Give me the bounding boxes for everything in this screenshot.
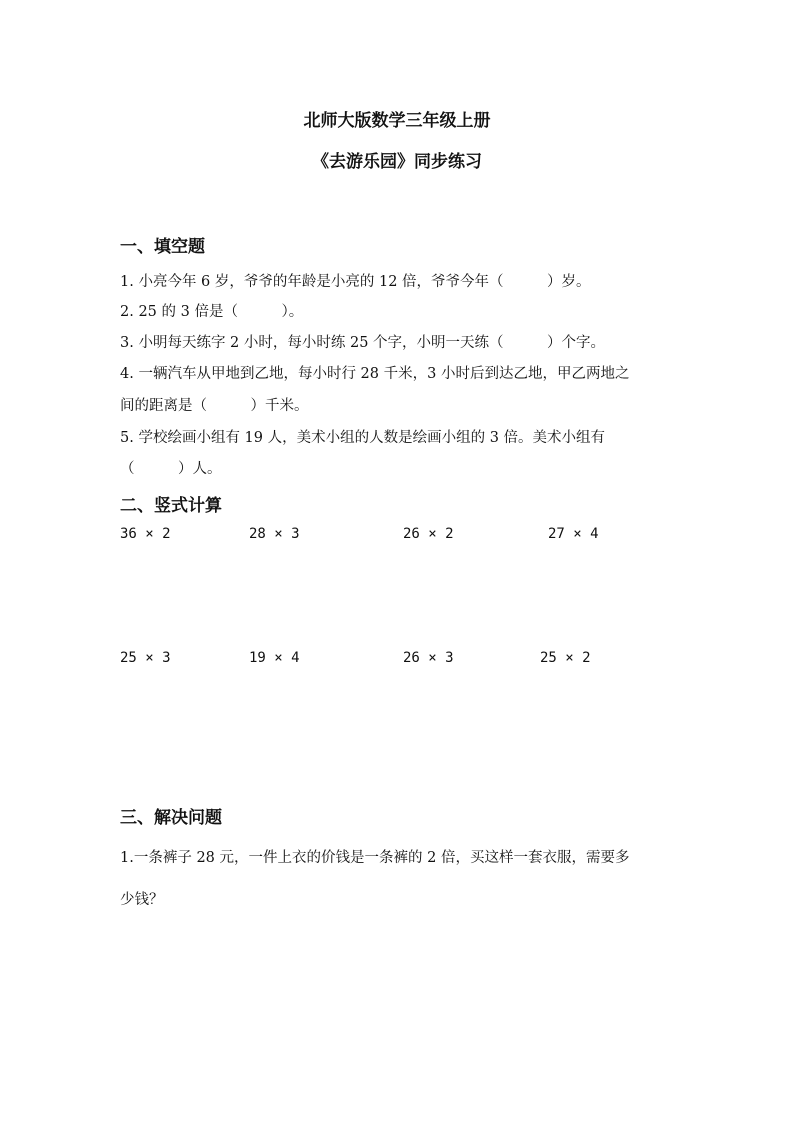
question-line: 2. 25 的 3 倍是（ ）。: [120, 304, 304, 320]
document-subtitle: 《去游乐园》同步练习: [312, 152, 482, 172]
question-line: 1. 小亮今年 6 岁，爷爷的年龄是小亮的 12 倍，爷爷今年（ ）岁。: [120, 274, 591, 290]
question-line: （ ）人。: [120, 461, 222, 477]
problem-line: 少钱？: [120, 892, 164, 908]
calc-problem: 26 × 2: [403, 526, 454, 542]
question-line: 5. 学校绘画小组有 19 人，美术小组的人数是绘画小组的 3 倍。美术小组有: [120, 430, 606, 446]
question-line: 3. 小明每天练字 2 小时，每小时练 25 个字，小明一天练（ ）个字。: [120, 335, 606, 351]
calc-problem: 26 × 3: [403, 650, 454, 666]
section-heading-vertical-calc: 二、竖式计算: [120, 496, 222, 516]
section-heading-word-problems: 三、解决问题: [120, 808, 222, 828]
calc-problem: 19 × 4: [249, 650, 300, 666]
question-line: 4. 一辆汽车从甲地到乙地，每小时行 28 千米，3 小时后到达乙地，甲乙两地之: [120, 366, 630, 382]
calc-problem: 36 × 2: [120, 526, 171, 542]
section-heading-fill-blank: 一、填空题: [120, 237, 205, 257]
calc-problem: 28 × 3: [249, 526, 300, 542]
calc-problem: 27 × 4: [548, 526, 599, 542]
question-line: 间的距离是（ ）千米。: [120, 398, 309, 414]
calc-problem: 25 × 3: [120, 650, 171, 666]
document-title: 北师大版数学三年级上册: [303, 111, 491, 131]
calc-problem: 25 × 2: [540, 650, 591, 666]
problem-line: 1.一条裤子 28 元，一件上衣的价钱是一条裤的 2 倍，买这样一套衣服，需要多: [120, 850, 630, 866]
